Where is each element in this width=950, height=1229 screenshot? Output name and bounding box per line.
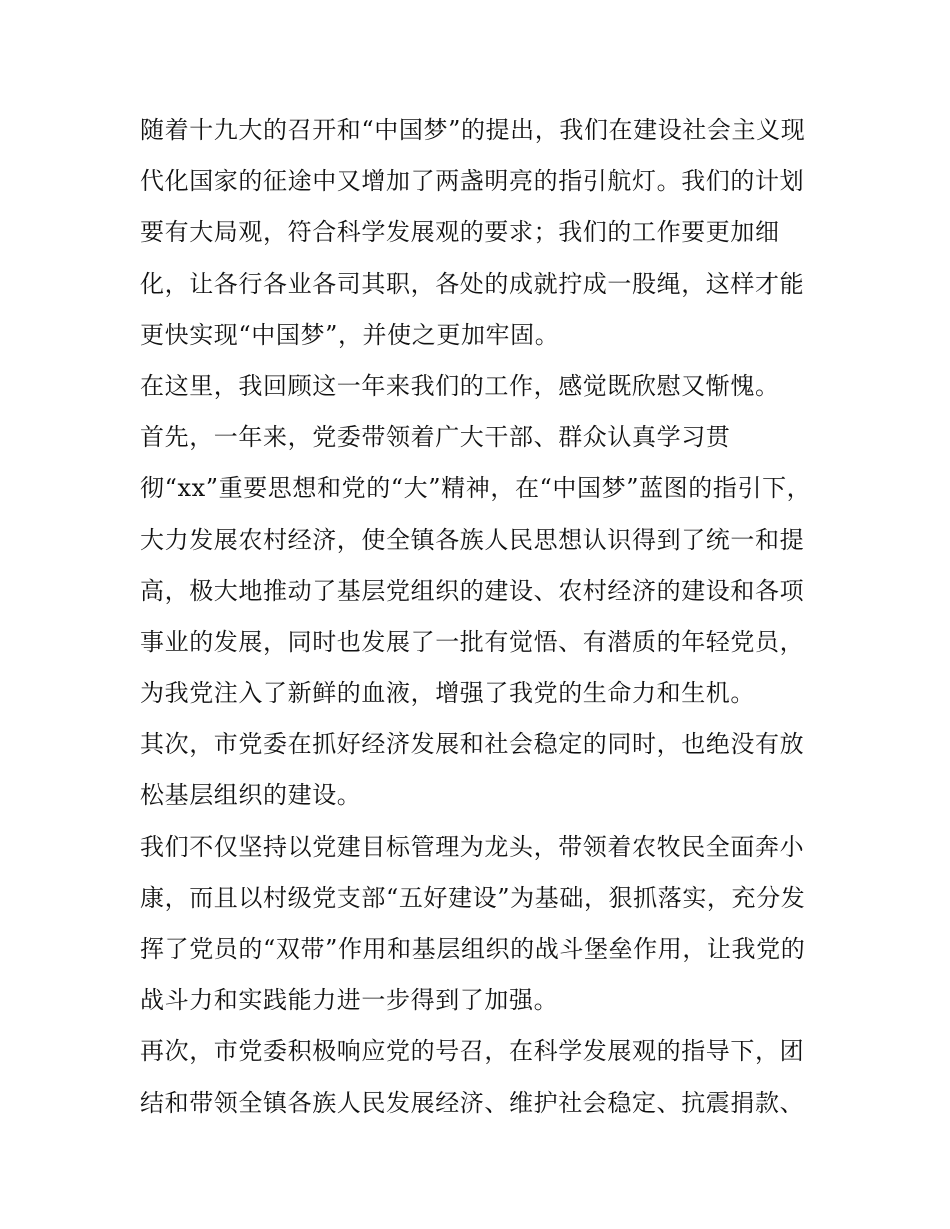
text-line: 为我党注入了新鲜的血液，增强了我党的生命力和生机。 — [140, 679, 755, 708]
text-line: 其次，市党委在抓好经济发展和社会稳定的同时，也绝没有放 — [140, 730, 805, 759]
text-line: 化，让各行各业各司其职，各处的成就拧成一股绳，这样才能 — [140, 269, 805, 298]
text-line: 更快实现“中国梦”，并使之更加牢固。 — [140, 320, 560, 349]
text-line: 在这里，我回顾这一年来我们的工作，感觉既欣慰又惭愧。 — [140, 371, 780, 400]
text-line: 事业的发展，同时也发展了一批有觉悟、有潜质的年轻党员， — [140, 627, 805, 656]
text-line: 我们不仅坚持以党建目标管理为龙头，带领着农牧民全面奔小 — [140, 832, 805, 861]
text-line: 挥了党员的“双带”作用和基层组织的战斗堡垒作用，让我党的 — [140, 935, 806, 963]
text-line: 随着十九大的召开和“中国梦”的提出，我们在建设社会主义现 — [140, 116, 806, 144]
text-line: 代化国家的征途中又增加了两盏明亮的指引航灯。我们的计划 — [140, 167, 805, 196]
text-line: 结和带领全镇各族人民发展经济、维护社会稳定、抗震捐款、 — [140, 1088, 805, 1117]
document-body — [140, 105, 840, 1129]
text-line: 康，而且以村级党支部“五好建设”为基础，狠抓落实，充分发 — [140, 883, 806, 912]
text-line: 要有大局观，符合科学发展观的要求；我们的工作要更加细 — [140, 218, 780, 247]
text-line: 高，极大地推动了基层党组织的建设、农村经济的建设和各项 — [140, 576, 805, 605]
text-line: 彻“xx”重要思想和党的“大”精神，在“中国梦”蓝图的指引下， — [140, 474, 812, 503]
text-line: 战斗力和实践能力进一步得到了加强。 — [140, 986, 559, 1015]
text-line: 首先，一年来，党委带领着广大干部、群众认真学习贯 — [140, 423, 731, 452]
text-line: 大力发展农村经济，使全镇各族人民思想认识得到了统一和提 — [140, 525, 805, 554]
text-line: 再次，市党委积极响应党的号召，在科学发展观的指导下，团 — [140, 1037, 805, 1066]
text-line: 松基层组织的建设。 — [140, 781, 362, 810]
